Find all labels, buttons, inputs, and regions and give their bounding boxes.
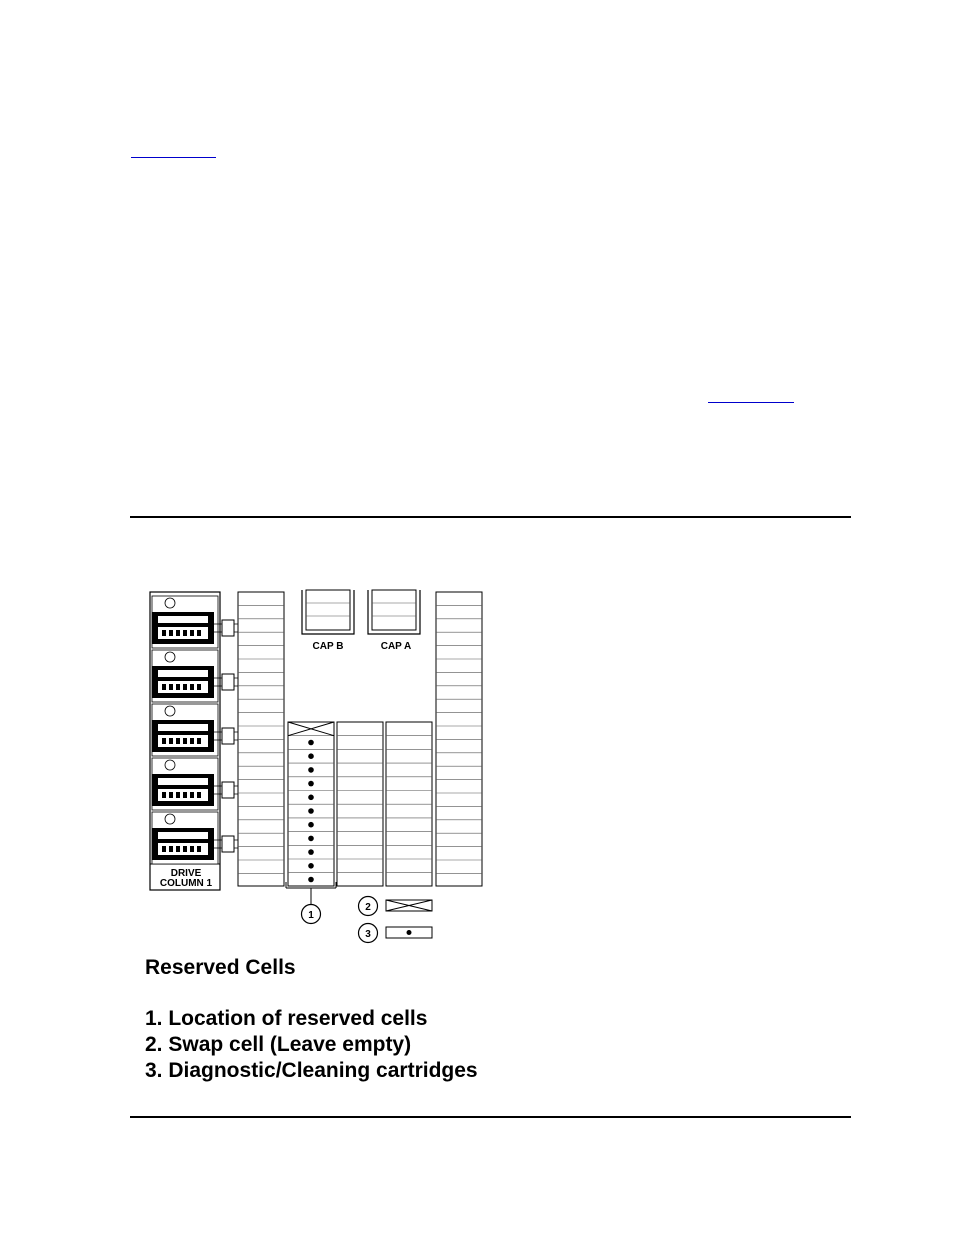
drive-column-1 [150, 592, 220, 890]
connector-square [222, 728, 234, 744]
drive-button [162, 630, 166, 636]
drive-column-label-line2: COLUMN 1 [159, 878, 213, 889]
reserved-cell-dot [308, 877, 314, 883]
drive-fan-icon [165, 760, 175, 770]
callout-2 [359, 897, 433, 916]
connector-square [222, 674, 234, 690]
drive-button [176, 846, 180, 852]
drive-button [176, 684, 180, 690]
drive-button [176, 738, 180, 744]
callout-1 [286, 882, 336, 924]
section-divider-bottom [130, 1116, 851, 1118]
cap-a-label: CAP A [380, 641, 412, 652]
drive-fan-icon [165, 598, 175, 608]
drive-slot [158, 778, 208, 785]
drive-button [162, 792, 166, 798]
reserved-cell-dot [308, 753, 314, 759]
drive-button [169, 846, 173, 852]
drive-slot [158, 670, 208, 677]
cap-a-cells-frame [372, 590, 416, 630]
drive-button [197, 738, 201, 744]
drive-fan-icon [165, 814, 175, 824]
storage-cell-columns [238, 590, 482, 886]
drive-button [169, 738, 173, 744]
caption-item-swap-cell: 2. Swap cell (Leave empty) [145, 1033, 412, 1056]
reserved-cell-dot [308, 808, 314, 814]
drive-button [197, 630, 201, 636]
reserved-cell-dot [308, 836, 314, 842]
drive-button [197, 846, 201, 852]
drive-button [183, 738, 187, 744]
callout-3-number: 3 [365, 929, 371, 940]
hyperlink-underline-middle[interactable] [708, 402, 794, 403]
callout-2-number: 2 [365, 902, 371, 913]
drive-button [169, 630, 173, 636]
drive-button [162, 846, 166, 852]
drive-button [176, 792, 180, 798]
drive-button [169, 684, 173, 690]
connector-square [222, 620, 234, 636]
section-divider-top [130, 516, 851, 518]
reserved-cells-diagram [138, 588, 498, 948]
reserved-cell-dot [308, 767, 314, 773]
drive-button [197, 684, 201, 690]
drive-column-label-line1: DRIVE [170, 868, 202, 879]
drive-button [183, 630, 187, 636]
drive-button [197, 792, 201, 798]
drive-slot [158, 724, 208, 731]
drive-button [190, 738, 194, 744]
callout-3 [359, 924, 433, 943]
reserved-cell-dot [308, 781, 314, 787]
drive-button [162, 738, 166, 744]
figure-caption-title: Reserved Cells [145, 956, 296, 979]
right-cell-column-frame [436, 592, 482, 886]
reserved-cell-dot [308, 740, 314, 746]
drive-fan-icon [165, 706, 175, 716]
drive-slot [158, 616, 208, 623]
drive-button [183, 846, 187, 852]
caption-item-location: 1. Location of reserved cells [145, 1007, 428, 1030]
connector-square [222, 836, 234, 852]
drive-button [176, 630, 180, 636]
reserved-cell-dot [308, 822, 314, 828]
drive-button [190, 846, 194, 852]
drive-button [169, 792, 173, 798]
drive-button [162, 684, 166, 690]
hyperlink-underline-top[interactable] [131, 157, 216, 158]
caption-item-diagnostic: 3. Diagnostic/Cleaning cartridges [145, 1059, 478, 1082]
drive-button [190, 684, 194, 690]
reserved-cell-dot [308, 795, 314, 801]
drive-slot [158, 832, 208, 839]
callout-1-number: 1 [308, 910, 314, 921]
drive-fan-icon [165, 652, 175, 662]
reserved-cell-dot [308, 849, 314, 855]
left-cell-column-frame [238, 592, 284, 886]
connector-square [222, 782, 234, 798]
drive-button [183, 684, 187, 690]
drive-button [183, 792, 187, 798]
drive-button [190, 630, 194, 636]
cap-b-label: CAP B [312, 641, 344, 652]
cap-b-cells-frame [306, 590, 350, 630]
drive-button [190, 792, 194, 798]
reserved-cell-dot [308, 863, 314, 869]
